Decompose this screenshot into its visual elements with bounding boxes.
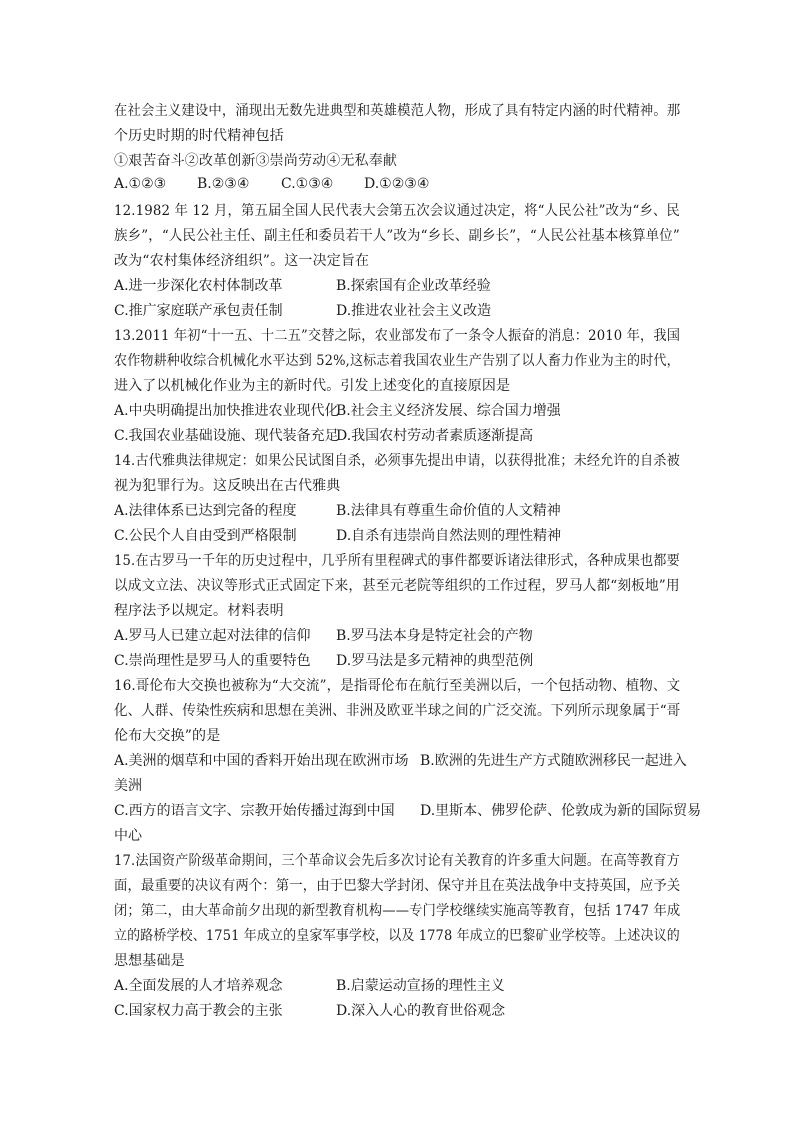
q16-option-c: C.西方的语言文字、宗教开始传播过海到中国 (114, 803, 395, 819)
q17-option-a: A.全面发展的人才培养观念 (114, 978, 283, 994)
q12-option-a: A.进一步深化农村体制改革 (114, 278, 283, 294)
q15-option-c: C.崇尚理性是罗马人的重要特色 (114, 653, 311, 669)
q12-stem-line-3: 改为“农村集体经济组织”。这一决定旨在 (114, 253, 370, 269)
q13-option-d: D.我国农村劳动者素质逐渐提高 (336, 428, 534, 444)
q11-stem-line-1: 在社会主义建设中，涌现出无数先进典型和英雄模范人物，形成了具有特定内涵的时代精神。那 (114, 103, 681, 119)
q12-stem-line-2: 族乡”，“人民公社主任、副主任和委员若干人”改为“乡长、副乡长”，“人民公社基本核算单位” (114, 228, 680, 244)
q13-option-c: C.我国农业基础设施、现代装备充足 (114, 428, 339, 444)
q12-option-b: B.探索国有企业改革经验 (336, 278, 491, 294)
q17-stem-line-3: 闭；第二，由大革命前夕出现的新型教育机构——专门学校继续实施高等教育，包括 1747 年成 (114, 903, 681, 919)
q15-stem-line-2: 以成文立法、决议等形式正式固定下来，甚至元老院等组织的工作过程，罗马人都“刻板地”用 (114, 578, 680, 594)
q14-option-c: C.公民个人自由受到严格限制 (114, 528, 297, 544)
q16-option-d-continued: 中心 (114, 828, 142, 844)
q12-stem-line-1: 12.1982 年 12 月，第五届全国人民代表大会第五次会议通过决定，将“人民公社”改为“乡、民 (114, 203, 680, 219)
q11-stem-line-2: 个历史时期的时代精神包括 (114, 128, 284, 144)
q17-stem-line-4: 立的路桥学校、1751 年成立的皇家军事学校，以及 1778 年成立的巴黎矿业学校等。上述决议的 (114, 928, 680, 944)
q16-stem-line-1: 16.哥伦布大交换也被称为“大交流”，是指哥伦布在航行至美洲以后，一个包括动物、植物、文 (114, 678, 681, 694)
q14-option-b: B.法律具有尊重生命价值的人文精神 (336, 503, 561, 519)
q17-option-d: D.深入人心的教育世俗观念 (336, 1003, 506, 1019)
q13-stem-line-1: 13.2011 年初“十一五、十二五”交替之际，农业部发布了一条令人振奋的消息：2010 年，我国 (114, 328, 681, 344)
q14-stem-line-1: 14.古代雅典法律规定：如果公民试图自杀，必须事先提出申请，以获得批准；未经允许的自杀被 (114, 453, 680, 469)
q16-stem-line-3: 伦布大交换”的是 (114, 728, 221, 744)
q17-stem-line-5: 思想基础是 (114, 953, 185, 969)
q13-option-b: B.社会主义经济发展、综合国力增强 (336, 403, 561, 419)
q15-option-d: D.罗马法是多元精神的典型范例 (336, 653, 534, 669)
q15-option-b: B.罗马法本身是特定社会的产物 (336, 628, 533, 644)
q17-option-b: B.启蒙运动宣扬的理性主义 (336, 978, 505, 994)
q15-stem-line-3: 程序法予以规定。材料表明 (114, 603, 284, 619)
q14-option-a: A.法律体系已达到完备的程度 (114, 503, 297, 519)
q16-option-d: D.里斯本、佛罗伦萨、伦敦成为新的国际贸易 (420, 803, 702, 819)
q14-stem-line-2: 视为犯罪行为。这反映出在古代雅典 (114, 478, 341, 494)
q13-stem-line-3: 进入了以机械化作业为主的新时代。引发上述变化的直接原因是 (114, 378, 511, 394)
q12-option-c: C.推广家庭联产承包责任制 (114, 303, 283, 319)
q17-option-c: C.国家权力高于教会的主张 (114, 1003, 283, 1019)
q11-option-d: D.①②③④ (364, 176, 430, 192)
q15-stem-line-1: 15.在古罗马一千年的历史过程中，几乎所有里程碑式的事件都要诉诸法律形式，各种成果也都要 (114, 553, 680, 569)
q16-option-b-continued: 美洲 (114, 778, 142, 794)
q12-option-d: D.推进农业社会主义改造 (336, 303, 492, 319)
q16-option-a: A.美洲的烟草和中国的香料开始出现在欧洲市场 (114, 753, 409, 769)
q16-stem-line-2: 化、人群、传染性疾病和思想在美洲、非洲及欧亚半球之间的广泛交流。下列所示现象属于“哥 (114, 703, 681, 719)
q13-stem-line-2: 农作物耕种收综合机械化水平达到 52%,这标志着我国农业生产告别了以人畜力作业为主的时代， (114, 353, 680, 369)
q11-option-b: B.②③④ (197, 176, 250, 192)
q17-stem-line-1: 17.法国资产阶级革命期间，三个革命议会先后多次讨论有关教育的许多重大问题。在高等教育方 (114, 853, 680, 869)
q15-option-a: A.罗马人已建立起对法律的信仰 (114, 628, 311, 644)
q17-stem-line-2: 面，最重要的决议有两个：第一，由于巴黎大学封闭、保守并且在英法战争中支持英国，应予关 (114, 878, 681, 894)
q16-option-b: B.欧洲的先进生产方式随欧洲移民一起进入 (420, 753, 687, 769)
q13-option-a: A.中央明确提出加快推进农业现代化 (114, 403, 339, 419)
q11-option-c: C.①③④ (281, 176, 334, 192)
q11-items: ①艰苦奋斗②改革创新③崇尚劳动④无私奉献 (114, 153, 397, 169)
q11-option-a: A.①②③ (114, 176, 167, 192)
q14-option-d: D.自杀有违崇尚自然法则的理性精神 (336, 528, 562, 544)
